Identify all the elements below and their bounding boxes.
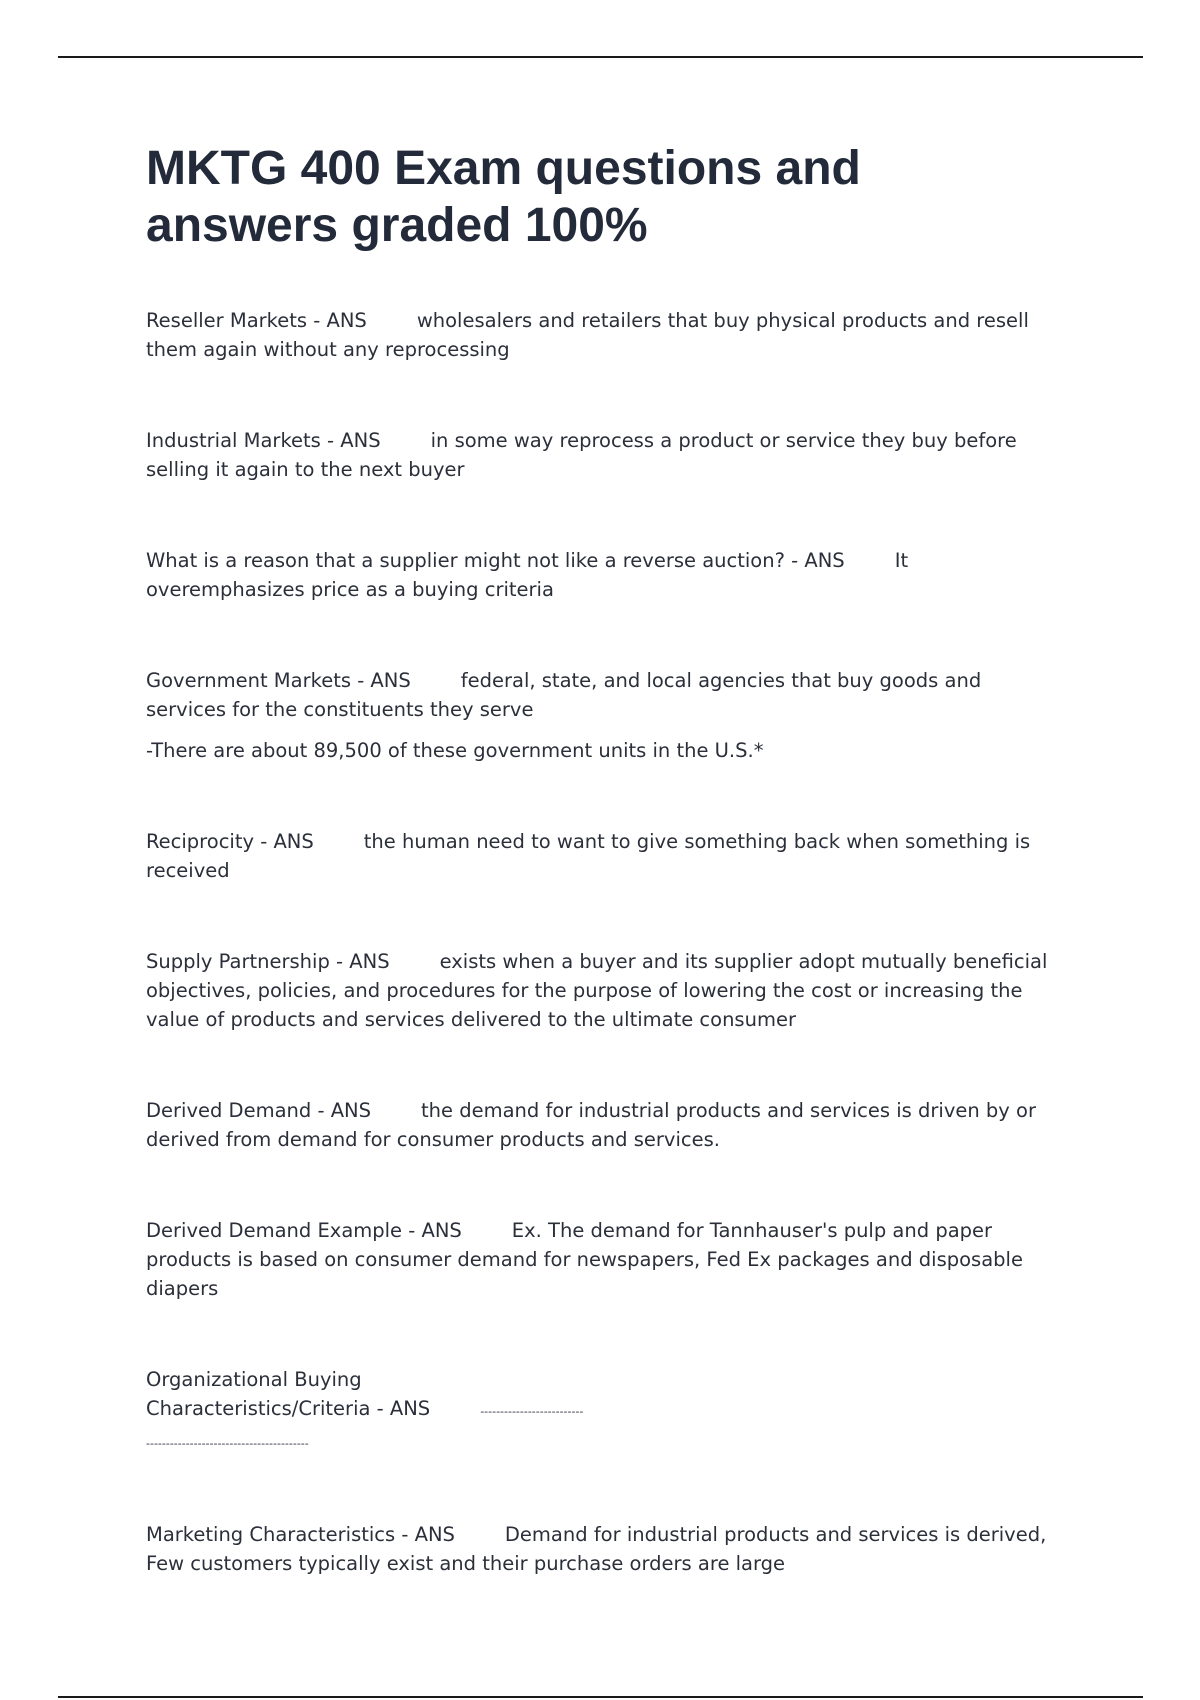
qa-term: Supply Partnership - ANS xyxy=(146,950,390,973)
qa-note: -There are about 89,500 of these government units in the U.S.* xyxy=(146,739,764,762)
qa-answer: It overemphasizes price as a buying criteria xyxy=(146,549,909,601)
qa-term: Derived Demand Example - ANS xyxy=(146,1219,462,1242)
qa-answer: federal, state, and local agencies that buy goods and services for the constituents they serve xyxy=(146,669,982,721)
qa-item xyxy=(146,666,1066,724)
qa-item xyxy=(146,1520,1066,1578)
qa-term: Reciprocity - ANS xyxy=(146,830,314,853)
qa-item xyxy=(146,546,1066,604)
qa-term: Organizational Buying Characteristics/Criteria - ANS xyxy=(146,1368,431,1420)
qa-answer: wholesalers and retailers that buy physical products and resell them again without any reprocessing xyxy=(146,309,1029,361)
qa-item xyxy=(146,1365,586,1458)
qa-answer: the human need to want to give something back when something is received xyxy=(146,830,1031,882)
qa-item xyxy=(146,827,1066,885)
document-body xyxy=(146,140,1066,1578)
footer-rule xyxy=(58,1696,1143,1698)
qa-term: Industrial Markets - ANS xyxy=(146,429,381,452)
qa-term: What is a reason that a supplier might not like a reverse auction? - ANS xyxy=(146,549,845,572)
qa-term: Derived Demand - ANS xyxy=(146,1099,371,1122)
qa-answer: Demand for industrial products and services is derived, Few customers typically exist and their purchase orders are large xyxy=(146,1523,1047,1575)
qa-item xyxy=(146,306,1066,364)
qa-answer: the demand for industrial products and services is driven by or derived from demand for consumer products and services. xyxy=(146,1099,1036,1151)
document-title: MKTG 400 Exam questions and answers graded 100% xyxy=(146,142,861,252)
qa-item xyxy=(146,947,1066,1034)
qa-item xyxy=(146,426,1066,484)
header-rule xyxy=(58,56,1143,58)
qa-answer: Ex. The demand for Tannhauser's pulp and paper products is based on consumer demand for newspapers, Fed Ex packages and disposable diapers xyxy=(146,1219,1023,1300)
qa-term: Reseller Markets - ANS xyxy=(146,309,367,332)
qa-item xyxy=(146,1096,1066,1154)
qa-term: Marketing Characteristics - ANS xyxy=(146,1523,455,1546)
qa-answer: in some way reprocess a product or service they buy before selling it again to the next buyer xyxy=(146,429,1017,481)
qa-term: Government Markets - ANS xyxy=(146,669,411,692)
qa-item xyxy=(146,1216,1066,1303)
qa-answer: exists when a buyer and its supplier adopt mutually beneficial objectives, policies, and procedures for the purpose of lowering the cost or increasing the value of products and services delivered to the ultimate consumer xyxy=(146,950,1048,1031)
qa-answer: ------------------------------------------------------------------- xyxy=(146,1405,584,1450)
